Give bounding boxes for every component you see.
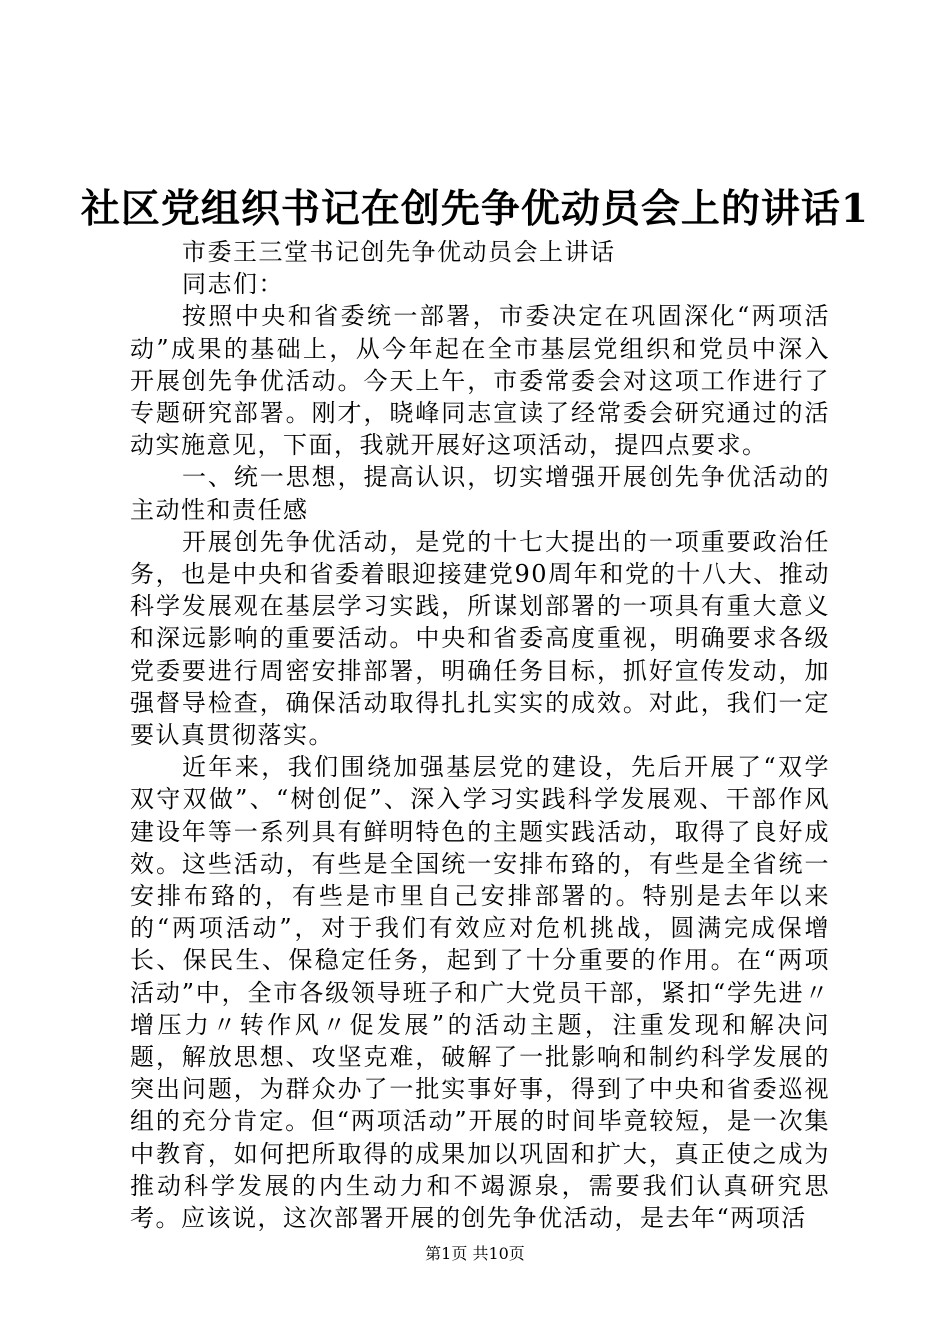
paragraph-recent-years: 近年来，我们围绕加强基层党的建设，先后开展了“双学双守双做”、“树创促”、深入学习实践科学发展观、干部作风建设年等一系列具有鲜明特色的主题实践活动，取得了良好成效。这些活动，有些是全国统一安排布臵的，有些是全省统一安排布臵的，有些是市里自己安排部署的。特别是去年以来的“两项活动”，对于我们有效应对危机挑战，圆满完成保增长、保民生、保稳定任务，起到了十分重要的作用。在“两项活动”中，全市各级领导班子和广大党员干部，紧扣“学先进〃增压力〃转作风〃促发展”的活动主题，注重发现和解决问题，解放思想、攻坚克难，破解了一批影响和制约科学发展的突出问题，为群众办了一批实事好事，得到了中央和省委巡视组的充分肯定。但“两项活动”开展的时间毕竟较短，是一次集中教育，如何把所取得的成果加以巩固和扩大，真正使之成为推动科学发展的内生动力和不竭源泉，需要我们认真研究思考。应该说，这次部署开展的创先争优活动，是去年“两项活: [130, 753, 830, 1233]
paragraph-salutation: 同志们：: [182, 270, 284, 299]
paragraph-speech-heading: 市委王三堂书记创先争优动员会上讲话: [182, 238, 616, 266]
document-title: 社区党组织书记在创先争优动员会上的讲话1: [80, 186, 870, 232]
paragraph-intro: 按照中央和省委统一部署，市委决定在巩固深化“两项活动”成果的基础上，从今年起在全市基层党组织和党员中深入开展创先争优活动。今天上午，市委常委会对这项工作进行了专题研究部署。刚才，晓峰同志宣读了经常委会研究通过的活动实施意见，下面，我就开展好这项活动，提四点要求。: [130, 302, 830, 460]
document-body: [130, 236, 830, 1234]
page-footer: 第1页 共10页: [425, 1244, 525, 1263]
section-heading-one: 一、统一思想，提高认识，切实增强开展创先争优活动的主动性和责任感: [130, 463, 830, 524]
paragraph-significance: 开展创先争优活动，是党的十七大提出的一项重要政治任务，也是中央和省委着眼迎接建党90周年和党的十八大、推动科学发展观在基层学习实践，所谋划部署的一项具有重大意义和深远影响的重要活动。中央和省委高度重视，明确要求各级党委要进行周密安排部署，明确任务目标，抓好宣传发动，加强督导检查，确保活动取得扎扎实实的成效。对此，我们一定要认真贯彻落实。: [130, 527, 830, 750]
